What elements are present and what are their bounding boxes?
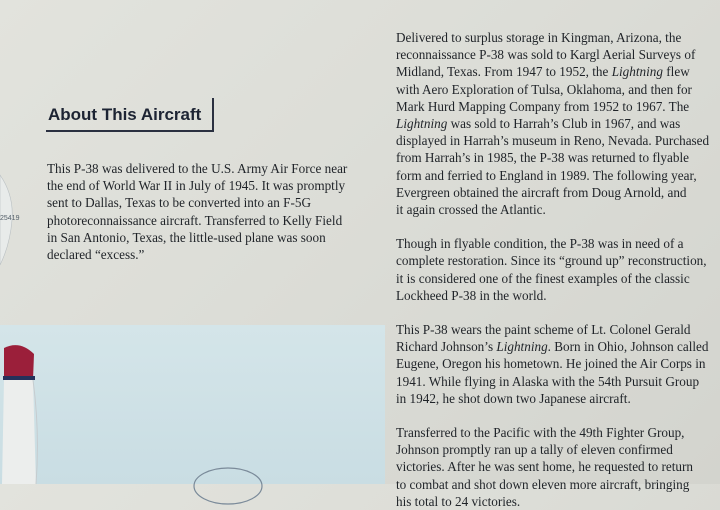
text-line: 1941. While flying in Alaska with the 54th Pursuit Group [396, 373, 700, 389]
text-line: it is considered one of the finest examples of the classic [396, 270, 690, 286]
text-segment: Midland, Texas. From 1947 to 1952, the [396, 64, 612, 80]
history-paragraph-restoration [396, 235, 716, 304]
text-line: his total to 24 victories. [396, 493, 521, 509]
history-text-column [396, 29, 716, 510]
text-line: Eugene, Oregon his hometown. He joined the Air Corps in [396, 356, 706, 372]
intro-paragraph [47, 160, 367, 263]
text-line: Mark Hurd Mapping Company from 1952 to 1967. The [396, 98, 690, 114]
text-line: reconnaissance P-38 was sold to Kargl Aerial Surveys of [396, 47, 696, 63]
text-line: sent to Dallas, Texas to be converted into an F-5G [47, 195, 311, 211]
aircraft-wing-graphic [193, 462, 263, 484]
text-line: Though in flyable condition, the P-38 was in need of a [396, 236, 684, 252]
text-line: to combat and shot down eleven more aircraft, bringing [396, 476, 690, 492]
text-line: in San Antonio, Texas, the little-used plane was soon [47, 229, 326, 245]
text-segment: was sold to Harrah’s Club in 1967, and was [447, 116, 681, 132]
text-segment: Richard Johnson’s [396, 339, 497, 355]
history-paragraph-paint-scheme [396, 321, 716, 407]
text-line: declared “excess.” [47, 247, 145, 263]
text-line: victories. After he was sent home, he requested to return [396, 459, 693, 475]
history-paragraph-pacific [396, 424, 716, 510]
text-line: displayed in Harrah’s museum in Reno, Nevada. Purchased [396, 133, 710, 149]
text-line: Delivered to surplus storage in Kingman, Arizona, the [396, 30, 682, 45]
heading-divider [212, 98, 214, 132]
text-segment: flew [662, 64, 690, 80]
aircraft-name-italic: Lightning [396, 116, 448, 132]
text-line: with Aero Exploration of Tulsa, Oklahoma, and then for [396, 81, 692, 97]
text-line: it again crossed the Atlantic. [396, 202, 546, 218]
text-line: Transferred to the Pacific with the 49th Fighter Group, [396, 425, 685, 441]
section-heading-block [46, 98, 216, 134]
aircraft-serial-number: 25419 [0, 215, 20, 222]
text-line: complete restoration. Since its “ground up” reconstruction, [396, 253, 707, 269]
text-line: This P-38 wears the paint scheme of Lt. Colonel Gerald [396, 322, 691, 338]
section-heading: About This Aircraft [48, 105, 202, 124]
text-line [396, 63, 716, 80]
text-line: form and ferried to England in 1989. The following year, [396, 167, 697, 183]
aircraft-name-italic: Lightning [611, 64, 663, 80]
text-line: in 1942, he shot down two Japanese aircraft. [396, 390, 631, 406]
text-line: Lockheed P-38 in the world. [396, 287, 547, 303]
aircraft-photo-panel [0, 325, 385, 484]
text-line: Johnson promptly ran up a tally of eleven confirmed [396, 442, 673, 458]
text-line: This P-38 was delivered to the U.S. Army Air Force near [47, 161, 348, 176]
aircraft-name-italic: Lightning [496, 339, 548, 355]
intro-text-column [47, 160, 367, 263]
history-paragraph-ownership [396, 29, 716, 218]
text-line: the end of World War II in July of 1945. It was promptly [47, 178, 346, 194]
text-line: photoreconnaissance aircraft. Transferred to Kelly Field [47, 212, 343, 228]
text-line [396, 115, 716, 132]
text-segment: . Born in Ohio, Johnson called [547, 339, 709, 355]
text-line: from Harrah’s in 1985, the P-38 was returned to flyable [396, 150, 689, 166]
heading-underline [46, 130, 212, 132]
aircraft-tail-graphic [0, 342, 44, 484]
text-line [396, 338, 716, 355]
text-line: Evergreen obtained the aircraft from Doug Arnold, and [396, 184, 687, 200]
